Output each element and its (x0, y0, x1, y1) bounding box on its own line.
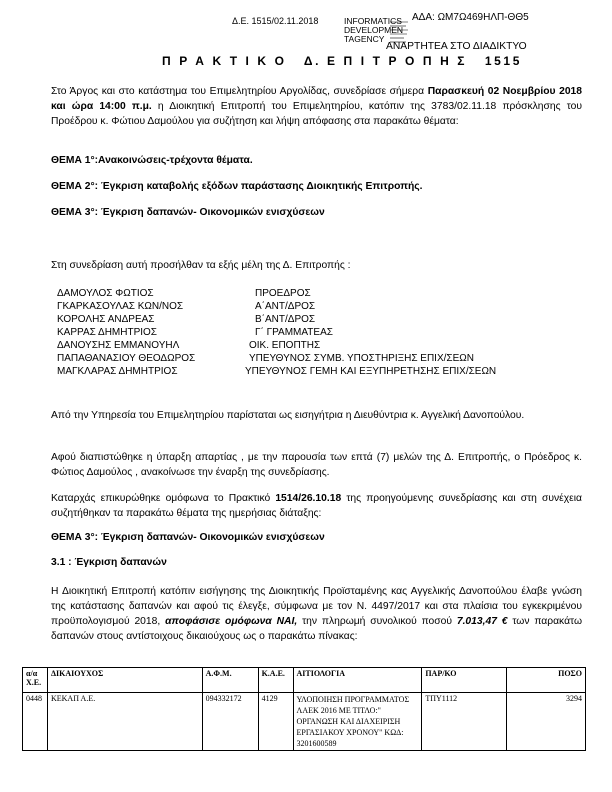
col-header-aa: α/α Χ.Ε. (23, 668, 48, 693)
stamp-line: DEVELOPMEN (344, 25, 404, 35)
document-reference: Δ.Ε. 1515/02.11.2018 (232, 16, 319, 26)
intro-rest: η Διοικητική Επιτροπή του Επιμελητηρίου, κατόπιν της 3783/02.11.18 πρόσκλησης του Προέδρου κ. Φώτιου Δαμούλου για συζήτηση και λήψη απόφασης στα παρακάτω θέματα: (51, 101, 583, 127)
agency-stamp (344, 16, 404, 49)
col-header-amount: ΠΟΣΟ (507, 668, 586, 693)
member-row (57, 326, 587, 339)
member-role: Γ΄ ΓΡΑΜΜΑΤΕΑΣ (255, 327, 333, 338)
ratify-text: Καταρχάς επικυρώθηκε ομόφωνα το Πρακτικό (51, 493, 276, 504)
theme-2: ΘΕΜΑ 2°: Έγκριση καταβολής εξόδων παράστασης Διοικητικής Επιτροπής. (51, 181, 423, 192)
member-name: ΠΑΠΑΘΑΝΑΣΙΟΥ ΘΕΟΔΩΡΟΣ (57, 353, 196, 364)
member-name: ΚΑΡΡΑΣ ΔΗΜΗΤΡΙΟΣ (57, 327, 157, 338)
cell-ref: ΤΠΥ1112 (422, 693, 507, 751)
col-header-ref: ΠΑΡ/ΚΟ (422, 668, 507, 693)
theme-3: ΘΕΜΑ 3°: Έγκριση δαπανών- Οικονομικών ενισχύσεων (51, 207, 325, 218)
member-role: ΟΙΚ. ΕΠΟΠΤΗΣ (249, 340, 321, 351)
member-name: ΓΚΑΡΚΑΣΟΥΛΑΣ ΚΩΝ/ΝΟΣ (57, 301, 184, 312)
expenses-table (22, 667, 586, 751)
decision-paragraph (51, 584, 582, 644)
member-role: ΥΠΕΥΘΥΝΟΣ ΓΕΜΗ ΚΑΙ ΕΞΥΠΗΡΕΤΗΣΗΣ ΕΠΙΧ/ΣΕΩΝ (245, 366, 497, 377)
member-role: ΠΡΟΕΔΡΟΣ (255, 288, 311, 299)
decision-vote: αποφάσισε ομόφωνα ΝΑΙ, (165, 616, 298, 627)
member-name: ΜΑΓΚΛΑΡΑΣ ΔΗΜΗΤΡΙΟΣ (57, 366, 178, 377)
page-title: Π Ρ Α Κ Τ Ι Κ Ο Δ. Ε Π Ι Τ Ρ Ο Π Η Σ 1515 (162, 54, 522, 68)
cell-amount: 3294 (507, 693, 586, 751)
col-header-reason: ΑΙΤΙΟΛΟΓΙΑ (293, 668, 422, 693)
attendance-intro: Στη συνεδρίαση αυτή προσήλθαν τα εξής μέλη της Δ. Επιτροπής : (51, 260, 351, 271)
intro-text: Στο Άργος και στο κατάστημα του Επιμελητηρίου Αργολίδας, συνεδρίασε σήμερα (51, 86, 428, 97)
rapporteur-paragraph: Από την Υπηρεσία του Επιμελητηρίου παρίσταται ως εισηγήτρια η Διευθύντρια κ. Αγγελική Δανοπούλου. (51, 410, 525, 421)
member-row (57, 352, 587, 365)
decision-mid: την πληρωμή συνολικού ποσού (297, 616, 457, 627)
quorum-paragraph: Αφού διαπιστώθηκε η ύπαρξη απαρτίας , με την παρουσία των επτά (7) μελών της Δ. Επιτροπής, ο Πρόεδρος κ. Φώτιος Δαμούλος , ανακοίνωσε την έναρξη της συνεδρίασης. (51, 452, 582, 478)
table-header-row (23, 668, 586, 693)
intro-paragraph (51, 84, 582, 129)
total-amount: 7.013,47 € (456, 616, 508, 627)
member-row (57, 313, 587, 326)
ada-code: ΑΔΑ: ΩΜ7Ω469ΗΛΠ-ΘΘ5 (412, 12, 529, 23)
stamp-line: TAGENCY (344, 34, 385, 44)
member-row (57, 300, 587, 313)
stamp-line: INFORMATICS (344, 16, 402, 26)
member-role: ΥΠΕΥΘΥΝΟΣ ΣΥΜΒ. ΥΠΟΣΤΗΡΙΞΗΣ ΕΠΙΧ/ΣΕΩΝ (249, 353, 474, 364)
member-name: ΔΑΜΟΥΛΟΣ ΦΩΤΙΟΣ (57, 288, 154, 299)
member-row (57, 339, 587, 352)
decision-rest: των παρακάτω δαπανών στους αντίστοιχους δικαιούχους ως ο παρακάτω πίνακας: (51, 616, 582, 642)
members-list (57, 287, 587, 378)
meeting-date: Παρασκευή 02 Νοεμβρίου 2018 και ώρα 14:00 π.μ. (51, 86, 583, 112)
decision-text: Η Διοικητική Επιτροπή κατόπιν εισήγησης της Διοικητικής Προϊσταμένης κας Αγγελικής Δανοπούλου έλαβε γνώση της κατάστασης δαπανών και αφού τις έλεγξε, σύμφωνα με τον Ν. 4497/2017 και στα πλαίσια του εγκεκριμένου προϋπολογισμού 2018, (51, 586, 582, 627)
col-header-beneficiary: ΔΙΚΑΙΟΥΧΟΣ (47, 668, 202, 693)
theme-3-heading: ΘΕΜΑ 3°: Έγκριση δαπανών- Οικονομικών ενισχύσεων (51, 532, 325, 543)
cell-aa: 0448 (23, 693, 48, 751)
posting-label: ΑΝΑΡΤΗΤΕΑ ΣΤΟ ΔΙΑΔΙΚΤΥΟ (386, 41, 527, 52)
ratify-paragraph (51, 491, 582, 521)
previous-minutes-number: 1514/26.10.18 (275, 493, 342, 504)
section-3-1-heading: 3.1 : Έγκριση δαπανών (51, 557, 167, 568)
member-role: Α΄ΑΝΤ/ΔΡΟΣ (255, 301, 316, 312)
member-row (57, 365, 587, 378)
col-header-kae: Κ.Α.Ε. (258, 668, 293, 693)
col-header-afm: Α.Φ.Μ. (202, 668, 258, 693)
table-row (23, 693, 586, 751)
ratify-rest: της προηγούμενης συνεδρίασης και στη συνέχεια συζητήθηκαν τα παρακάτω θέματα της ημερήσιας διάταξης: (51, 493, 582, 519)
theme-1: ΘΕΜΑ 1°:Ανακοινώσεις-τρέχοντα θέματα. (51, 155, 253, 166)
cell-afm: 094332172 (202, 693, 258, 751)
member-name: ΚΟΡΟΛΗΣ ΑΝΔΡΕΑΣ (57, 314, 155, 325)
cell-reason: ΥΛΟΠΟΙΗΣΗ ΠΡΟΓΡΑΜΜΑΤΟΣ ΛΑΕΚ 2016 ΜΕ ΤΙΤΛΟ:" ΟΡΓΑΝΩΣΗ ΚΑΙ ΔΙΑΧΕΙΡΙΣΗ ΕΡΓΑΣΙΑΚΟΥ ΧΡΟΝΟΥ" ΚΩΔ: 3201600589 (293, 693, 422, 751)
member-name: ΔΑΝΟΥΣΗΣ ΕΜΜΑΝΟΥΗΛ (57, 340, 180, 351)
member-row (57, 287, 587, 300)
cell-beneficiary: ΚΕΚΑΠ Α.Ε. (47, 693, 202, 751)
cell-kae: 4129 (258, 693, 293, 751)
member-role: Β΄ΑΝΤ/ΔΡΟΣ (255, 314, 316, 325)
